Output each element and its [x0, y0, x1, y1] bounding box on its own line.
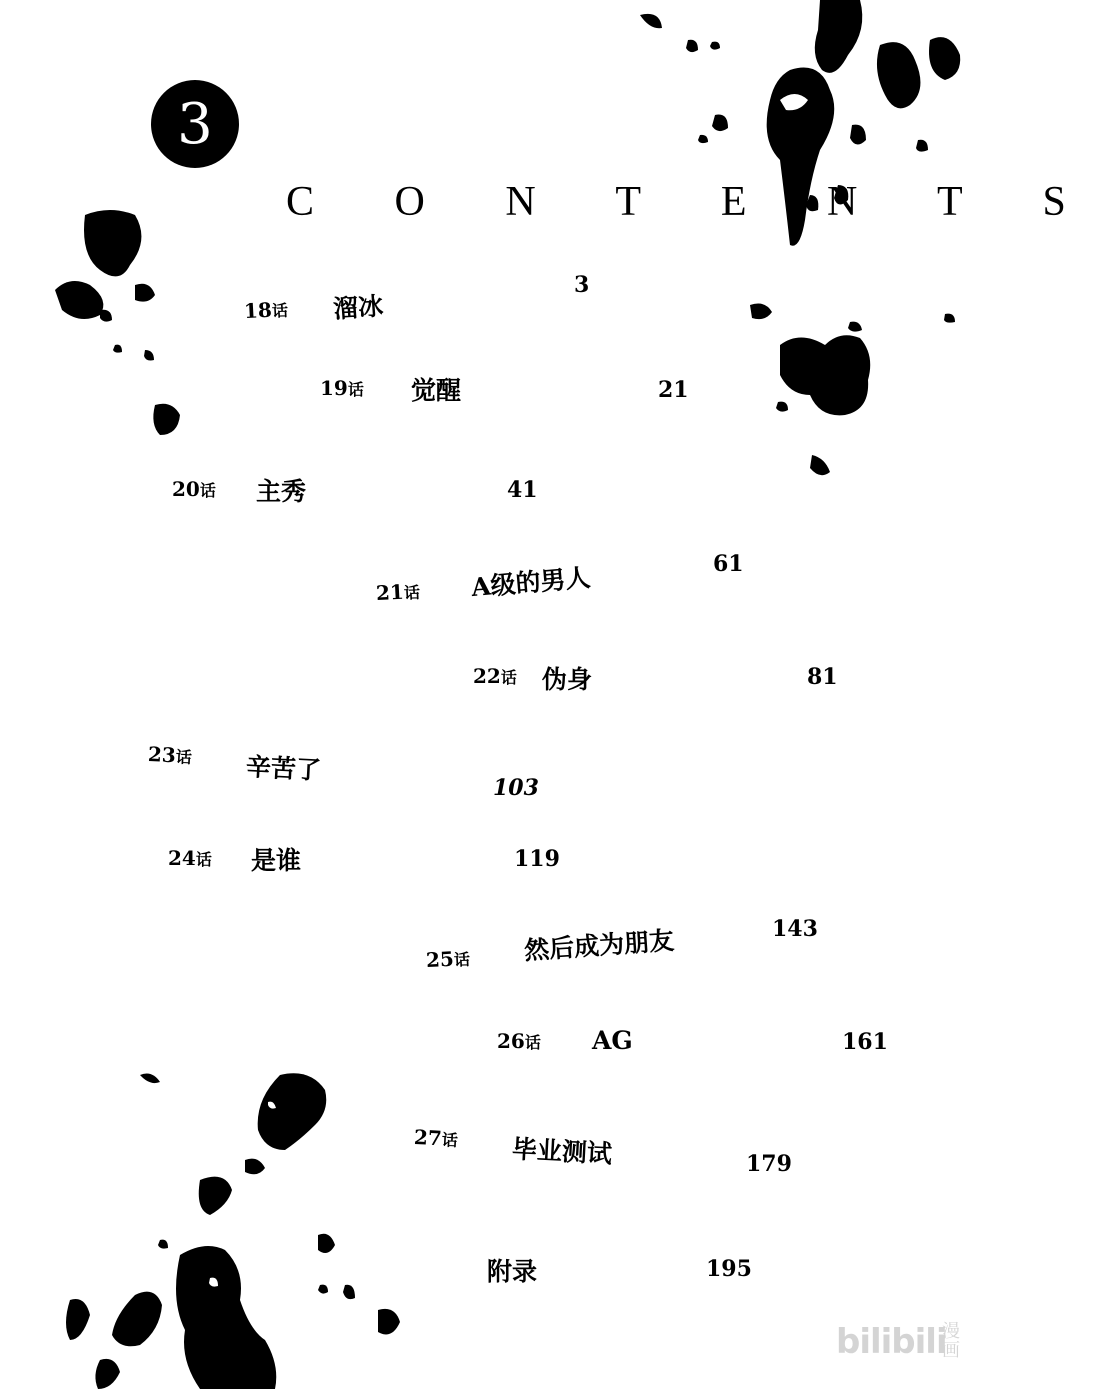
bilibili-watermark-label: 漫画	[942, 1321, 960, 1361]
chapter-number: 23	[147, 741, 177, 768]
chapter-suffix: 话	[500, 668, 517, 687]
chapter-24-title: 是谁	[251, 846, 302, 875]
chapter-20-page: 41	[507, 477, 538, 503]
chapter-25-title: 然后成为朋友	[523, 925, 675, 966]
chapter-18-label	[243, 297, 288, 323]
chapter-22-title: 伪身	[542, 665, 593, 694]
chapter-26-page: 161	[842, 1029, 888, 1055]
chapter-22-label	[473, 664, 517, 688]
chapter-27-label	[413, 1125, 458, 1151]
chapter-19-title: 觉醒	[411, 376, 462, 405]
chapter-21-label	[375, 579, 420, 605]
chapter-22-page: 81	[807, 664, 838, 690]
chapter-suffix: 话	[524, 1033, 541, 1052]
chapter-19-page: 21	[658, 377, 689, 403]
appendix-title: 附录	[487, 1257, 538, 1286]
chapter-number: 27	[413, 1124, 443, 1151]
chapter-number: 21	[375, 579, 405, 606]
chapter-20-label	[172, 477, 216, 501]
chapter-25-page: 143	[772, 916, 818, 942]
chapter-26-label	[497, 1029, 541, 1053]
chapter-23-title: 辛苦了	[245, 752, 322, 785]
chapter-18-page: 3	[574, 272, 590, 298]
chapter-suffix: 话	[271, 300, 289, 321]
chapter-24-label	[168, 846, 212, 870]
chapter-21-page: 61	[713, 551, 744, 577]
chapter-20-title: 主秀	[256, 477, 307, 506]
contents-heading: C O N T E N T S	[286, 179, 1101, 225]
chapter-19-label	[320, 376, 364, 400]
chapter-suffix: 话	[195, 850, 212, 869]
chapter-number: 25	[425, 946, 455, 973]
chapter-suffix: 话	[441, 1130, 459, 1151]
bilibili-watermark-logo: bilibili	[836, 1322, 947, 1362]
chapter-23-label	[147, 742, 192, 768]
chapter-suffix: 话	[403, 582, 421, 603]
chapter-27-page: 179	[746, 1151, 792, 1177]
chapter-number: 24	[168, 846, 196, 870]
chapter-suffix: 话	[199, 481, 216, 500]
chapter-suffix: 话	[347, 380, 364, 399]
chapter-23-page: 103	[493, 775, 539, 801]
chapter-number: 22	[473, 664, 501, 688]
chapter-27-title: 毕业测试	[511, 1134, 613, 1169]
chapter-26-title: AG	[592, 1026, 633, 1055]
chapter-suffix: 话	[175, 747, 193, 768]
chapter-18-title: 溜冰	[332, 291, 385, 324]
chapter-number: 26	[497, 1029, 525, 1053]
chapter-24-page: 119	[514, 846, 560, 872]
chapter-number: 19	[320, 376, 348, 400]
appendix-page: 195	[706, 1256, 752, 1282]
chapter-21-title: A级的男人	[470, 562, 592, 603]
chapter-number: 18	[243, 297, 273, 324]
chapter-25-label	[425, 946, 470, 972]
chapter-suffix: 话	[453, 949, 471, 970]
volume-badge: 3	[151, 80, 239, 168]
chapter-number: 20	[172, 477, 200, 501]
